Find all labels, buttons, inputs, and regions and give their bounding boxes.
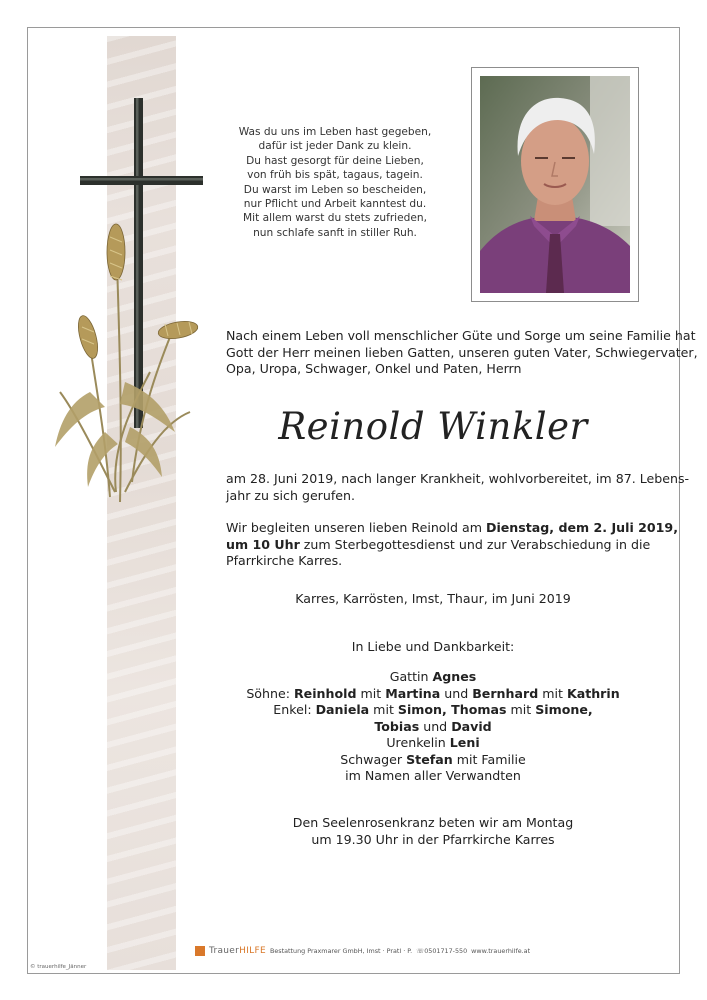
deceased-name: Reinold Winkler (278, 405, 588, 448)
family-sons (226, 686, 640, 703)
family-name: Simone, (535, 702, 593, 717)
family-connector: mit (538, 685, 567, 701)
footer-phone: ☏0501717-550 (416, 947, 468, 955)
family-label: Urenkelin (386, 735, 450, 750)
family-name: Leni (449, 735, 480, 750)
funeral-date: Dienstag, dem 2. Juli 2019, (486, 520, 678, 535)
family-great-grandchild (226, 735, 640, 752)
family-label: Gattin (389, 669, 433, 684)
death-notice (226, 471, 690, 504)
funeral-text: zum Sterbegottesdienst und zur Verabschiedung in die (299, 536, 651, 552)
family-brother-in-law (226, 752, 640, 769)
family-grandchildren-2 (226, 719, 640, 736)
family-connector: und (419, 718, 452, 734)
poem-line: Mit allem warst du stets zufrieden, (243, 212, 427, 225)
family-label: Enkel: (273, 702, 316, 717)
funeral-line-1 (226, 520, 678, 537)
death-line: am 28. Juni 2019, nach langer Krankheit, wohlvorbereitet, im 87. Lebens- (226, 471, 690, 486)
funeral-text: Wir begleiten unseren lieben Reinold am (226, 520, 486, 535)
family-name: Kathrin (566, 685, 620, 701)
portrait-frame (471, 67, 639, 302)
poem-line: Du warst im Leben so bescheiden, (243, 183, 427, 196)
poem (225, 125, 445, 240)
family-name: David (451, 718, 492, 734)
rosary-notice (226, 815, 640, 848)
family-connector: mit (369, 702, 398, 717)
family-connector: mit Familie (452, 751, 526, 767)
family-list (226, 669, 640, 785)
funeral-info (226, 520, 678, 570)
funeral-line-2 (226, 536, 651, 554)
footer-web: www.trauerhilfe.at (471, 947, 531, 955)
death-line: jahr zu sich gerufen. (226, 487, 356, 503)
rosary-line: Den Seelenrosenkranz beten wir am Montag (292, 815, 574, 830)
trauerhilfe-logo-icon (195, 946, 205, 956)
poem-line: nun schlafe sanft in stiller Ruh. (253, 226, 417, 239)
portrait-photo (480, 76, 630, 293)
family-name: Agnes (432, 669, 477, 684)
family-label: Schwager (340, 751, 407, 767)
poem-line: dafür ist jeder Dank zu klein. (258, 140, 412, 153)
intro-line: Nach einem Leben voll menschlicher Güte und Sorge um seine Familie hat (226, 328, 696, 343)
poem-line: von früh bis spät, tagaus, tagein. (247, 169, 423, 182)
family-connector: mit (356, 685, 386, 701)
footer (195, 944, 545, 958)
image-credit: © trauerhilfe_Jänner (30, 964, 87, 970)
family-name: Simon, Thomas (397, 702, 507, 717)
cross-with-wheat-icon (50, 92, 220, 522)
family-name: Daniela (315, 702, 370, 717)
logo-part: Trauer (209, 946, 240, 956)
gratitude-heading: In Liebe und Dankbarkeit: (351, 639, 515, 654)
family-name: Bernhard (472, 685, 539, 701)
funeral-time: um 10 Uhr (226, 536, 300, 552)
footer-company: Bestattung Praxmarer GmbH, Imst · Pratl · P. (269, 947, 413, 955)
family-name: Stefan (406, 751, 453, 767)
family-connector: mit (506, 702, 536, 717)
logo-part: HILFE (239, 946, 266, 956)
intro-line: Opa, Uropa, Schwager, Onkel und Paten, Herrn (226, 361, 522, 376)
family-label: Söhne: (246, 685, 294, 701)
poem-line: nur Pflicht und Arbeit kanntest du. (243, 198, 427, 211)
rosary-line: um 19.30 Uhr in der Pfarrkirche Karres (311, 831, 555, 847)
family-grandchildren (226, 702, 640, 719)
family-connector: und (440, 685, 473, 701)
funeral-line-3: Pfarrkirche Karres. (226, 553, 343, 568)
family-name: Martina (385, 685, 441, 701)
footer-logo (209, 946, 266, 956)
intro-text (226, 328, 698, 378)
family-name: Reinhold (293, 685, 357, 701)
family-wife (226, 669, 640, 686)
family-relatives: im Namen aller Verwandten (345, 768, 521, 783)
place-date: Karres, Karrösten, Imst, Thaur, im Juni 2019 (295, 591, 571, 606)
family-name: Tobias (374, 718, 420, 734)
poem-line: Was du uns im Leben hast gegeben, (238, 126, 432, 138)
intro-line: Gott der Herr meinen lieben Gatten, unseren guten Vater, Schwiegervater, (226, 344, 698, 360)
poem-line: Du hast gesorgt für deine Lieben, (246, 154, 424, 167)
